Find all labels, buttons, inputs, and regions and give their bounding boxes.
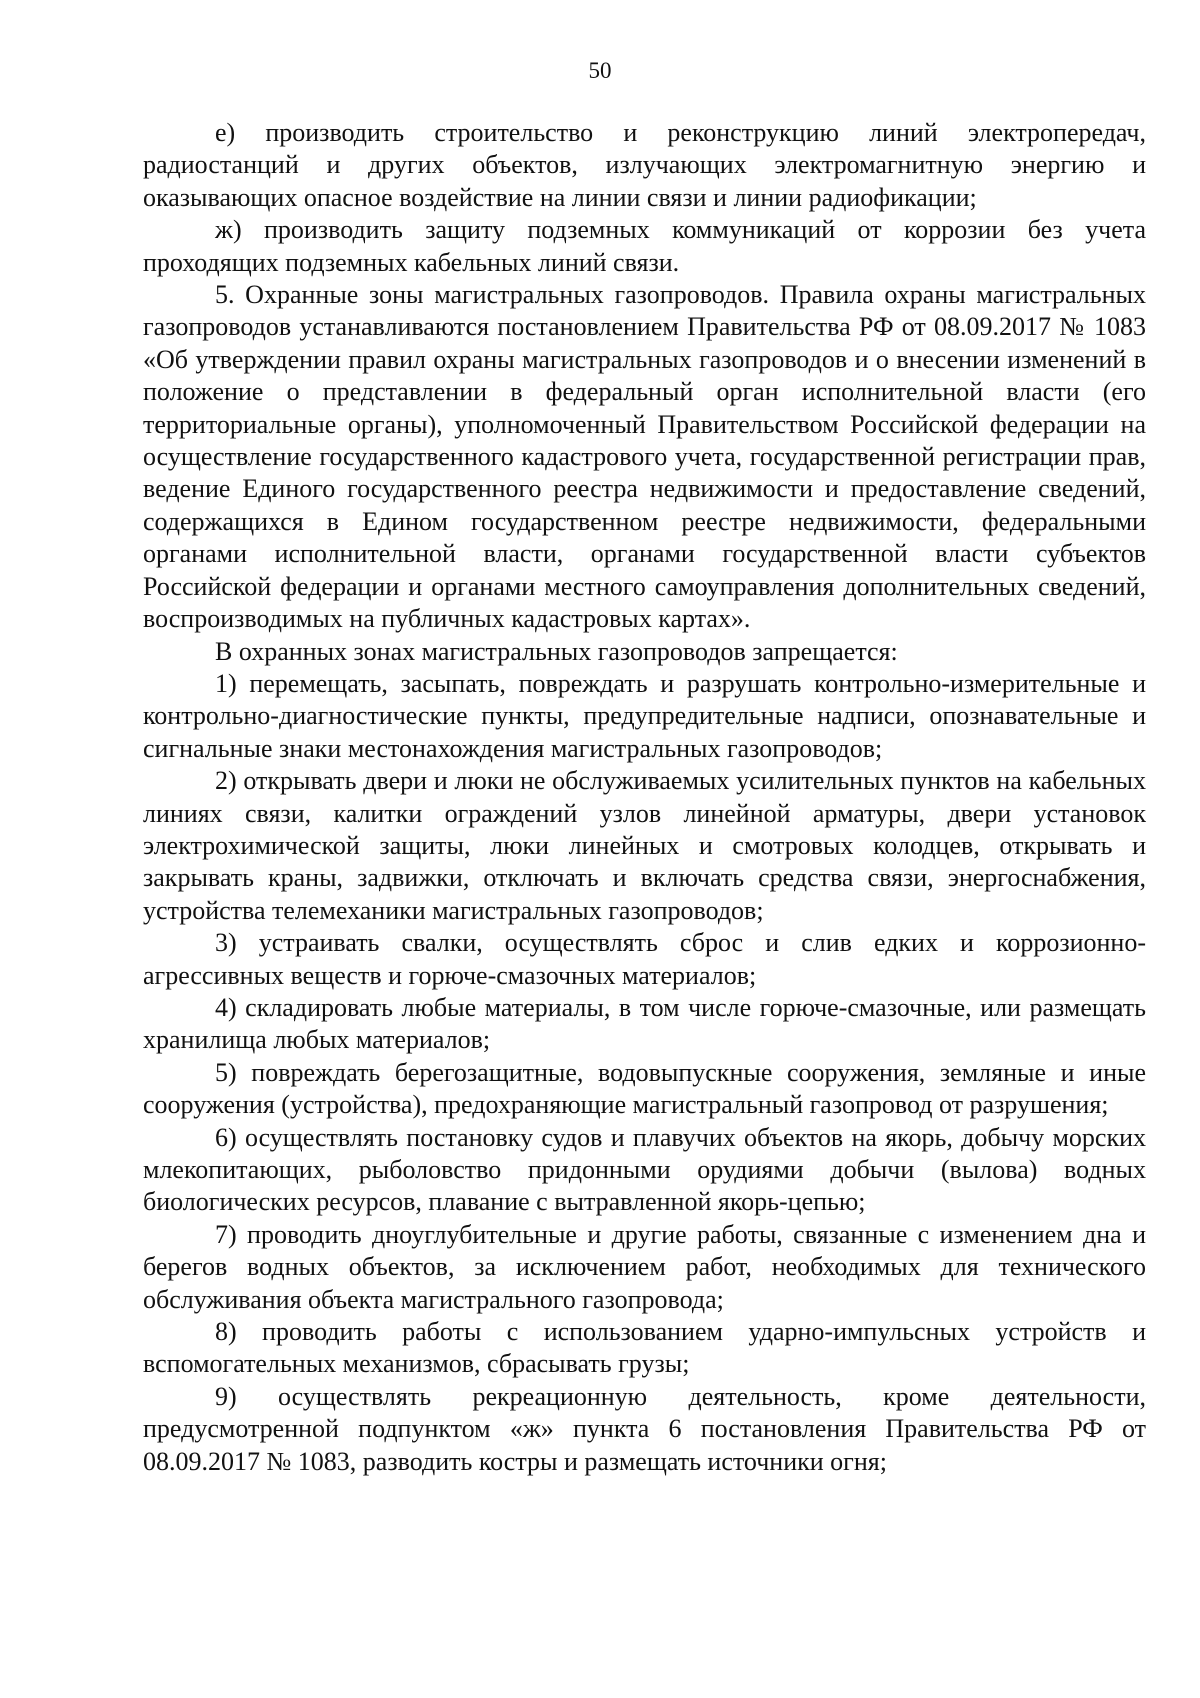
paragraph-zh-corrosion-protection: ж) производить защиту подземных коммуникаций от коррозии без учета проходящих подземных кабельных линий связи. <box>143 215 1146 277</box>
page-number: 50 <box>588 58 612 83</box>
list-item-7: 7) проводить дноуглубительные и другие работы, связанные с изменением дна и берегов водных объектов, за исключением работ, необходимых для технического обслуживания объекта магистрального газопровода; <box>143 1219 1146 1314</box>
list-item-1: 1) перемещать, засыпать, повреждать и разрушать контрольно-измерительные и контрольно-диагностические пункты, предупредительные надписи, опознавательные и сигнальные знаки местонахождения магистральных газопроводов; <box>143 668 1146 763</box>
paragraph-e-construction: е) производить строительство и реконструкцию линий электропередач, радиостанций и других объектов, излучающих электромагнитную энергию и оказывающих опасное воздействие на линии связи и линии радиофикации; <box>143 118 1146 212</box>
paragraph-gas-pipeline-zones: 5. Охранные зоны магистральных газопроводов. Правила охраны магистральных газопроводов устанавливаются постановлением Правительства РФ от 08.09.2017 № 1083 «Об утверждении правил охраны магистральных газопроводов и о внесении изменений в положение о представлении в федеральный орган исполнительной власти (его территориальные органы), уполномоченный Правительством Российской федерации на осуществление государственного кадастрового учета, государственной регистрации прав, ведение Единого государственного реестра недвижимости и предоставление сведений, содержащихся в Едином государственном реестре недвижимости, федеральными органами исполнительной власти, органами государственной власти субъектов Российской федерации и органами местного самоуправления дополнительных сведений, воспроизводимых на публичных кадастровых картах». <box>143 280 1146 634</box>
list-item-6: 6) осуществлять постановку судов и плавучих объектов на якорь, добычу морских млекопитающих, рыболовство придонными орудиями добычи (вылова) водных биологических ресурсов, плавание с вытравленной якорь-цепью; <box>143 1122 1146 1217</box>
list-item-5: 5) повреждать берегозащитные, водовыпускные сооружения, земляные и иные сооружения (устройства), предохраняющие магистральный газопровод от разрушения; <box>143 1057 1146 1120</box>
list-item-4: 4) складировать любые материалы, в том числе горюче-смазочные, или размещать хранилища любых материалов; <box>143 992 1146 1055</box>
list-item-2: 2) открывать двери и люки не обслуживаемых усилительных пунктов на кабельных линиях связи, калитки ограждений узлов линейной арматуры, двери установок электрохимической защиты, люки линейных и смотровых колодцев, открывать и закрывать краны, задвижки, отключать и включать средства связи, энергоснабжения, устройства телемеханики магистральных газопроводов; <box>143 766 1146 925</box>
document-body <box>143 117 1146 1478</box>
list-item-9: 9) осуществлять рекреационную деятельность, кроме деятельности, предусмотренной подпунктом «ж» пункта 6 постановления Правительства РФ от 08.09.2017 № 1083, разводить костры и размещать источники огня; <box>143 1381 1146 1476</box>
paragraph-prohibitions-intro: В охранных зонах магистральных газопроводов запрещается: <box>215 636 898 666</box>
list-item-8: 8) проводить работы с использованием ударно-импульсных устройств и вспомогательных механизмов, сбрасывать грузы; <box>143 1317 1146 1379</box>
list-item-3: 3) устраивать свалки, осуществлять сброс и слив едких и коррозионно-агрессивных веществ и горюче-смазочных материалов; <box>143 928 1146 990</box>
